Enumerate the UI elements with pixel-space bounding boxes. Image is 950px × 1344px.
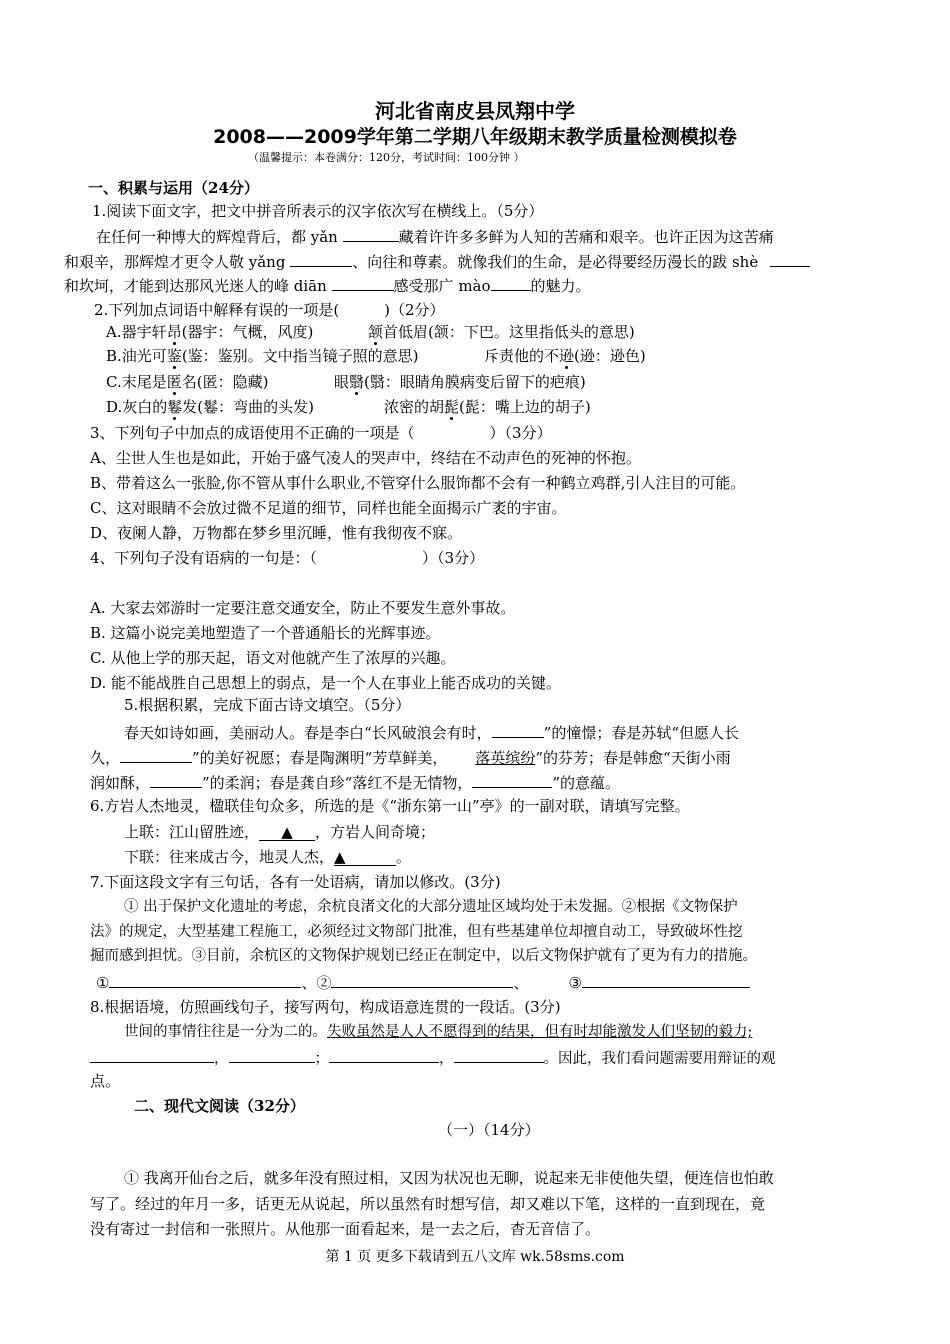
q8-blank-4[interactable] bbox=[454, 1047, 544, 1063]
q6-upper-couplet: 上联：江山留胜迹， ▲ ，方岩人间奇境； bbox=[124, 823, 436, 841]
blank-gongzizhen[interactable] bbox=[472, 772, 552, 788]
q2-option-a: A.器宇轩昂(器宇：气概，风度) bbox=[106, 323, 314, 341]
q5-line3: 润如酥， ”的柔润；春是龚自珍“落红不是无情物， ”的意蕴。 bbox=[90, 774, 621, 792]
q8-line3: 点。 bbox=[90, 1072, 121, 1090]
q4-option-a: A. 大家去郊游时一定要注意交通安全，防止不要发生意外事故。 bbox=[90, 599, 516, 617]
answer-blank-1[interactable] bbox=[109, 972, 301, 988]
q5-line1: 春天如诗如画，美丽动人。春是李白“长风破浪会有时， ”的憧憬；春是苏轼“但愿人长 bbox=[124, 724, 740, 742]
blank-lower[interactable] bbox=[334, 850, 396, 866]
exam-tip: （温馨提示：本卷满分：120分，考试时间：100分钟 ） bbox=[248, 151, 525, 164]
q2-option-a-2: 颔首低眉(颔：下巴。这里指低头的意思) bbox=[368, 323, 635, 341]
q8-blank-2[interactable] bbox=[229, 1047, 315, 1063]
q2-option-d: D.灰白的鬈发(鬈：弯曲的头发) bbox=[106, 398, 314, 416]
triangle-icon: ▲ bbox=[281, 823, 293, 841]
q7-answers: ① 、② 、 ③ bbox=[96, 972, 750, 993]
q8-line2: ， ； ， 。因此，我们看问题需要用辩证的观 bbox=[90, 1047, 776, 1069]
q7-line3: 掘而感到担忧。③目前，余杭区的文物保护规划已经正在制定中，以后文物保护就有了更为有力的措施。 bbox=[90, 948, 757, 964]
q3-option-a: A、尘世人生也是如此，开始于盛气凌人的哭声中，终结在不动声色的死神的怀抱。 bbox=[90, 449, 641, 467]
q6-lower-couplet: 下联：往来成古今，地灵人杰，▲ 。 bbox=[124, 848, 412, 866]
q5-line2: 久， ”的美好祝愿；春是陶渊明“芳草鲜美， 落英缤纷”的芬芳；春是韩愈“天街小雨 bbox=[90, 749, 731, 767]
page-footer: 第 1 页 更多下载请到五八文库 wk.58sms.com bbox=[325, 1249, 625, 1265]
q7-line2: 法》的规定，大型基建工程施工，必须经过文物部门批准，但有些基建单位却擅自动工，导致破坏性挖 bbox=[90, 924, 743, 940]
q2-option-d-2: 浓密的胡髭(髭：嘴上边的胡子) bbox=[384, 398, 591, 416]
answer-blank-2[interactable] bbox=[331, 972, 513, 988]
q2-stem: 2.下列加点词语中解释有误的一项是( )（2分） bbox=[94, 301, 445, 319]
q1-line2: 和艰辛，那辉煌才更令人敬 yǎng 、向往和尊素。就像我们的生命，是必得要经历漫长的跋 shè bbox=[64, 251, 810, 272]
q2-option-c-2: 眼翳(翳：眼睛角膜病变后留下的疤痕) bbox=[334, 373, 586, 391]
blank-upper[interactable] bbox=[259, 825, 315, 841]
q8-blank-1[interactable] bbox=[90, 1047, 214, 1063]
q4-option-d: D. 能不能战胜自己思想上的弱点，是一个人在事业上能否成功的关键。 bbox=[90, 674, 562, 692]
q1-line3: 和坎坷，才能到达那风光迷人的峰 diān 感受那广 mào 的魅力。 bbox=[64, 277, 591, 295]
blank-libai[interactable] bbox=[492, 722, 544, 738]
q7-line1: ① 出于保护文化遗址的考虑，余杭良渚文化的大部分遗址区域均处于未发掘。②根据《文物保护 bbox=[124, 899, 738, 915]
q5-stem: 5.根据积累，完成下面古诗文填空。（5分） bbox=[124, 696, 411, 714]
reading-para-line2: 写了。经过的年月一多，话更无从说起，所以虽然有时想写信，却又难以下笔，这样的一直到现在，竟 bbox=[90, 1195, 766, 1213]
reading-para-line3: 没有寄过一封信和一张照片。从他那一面看起来，是一去之后，杳无音信了。 bbox=[90, 1220, 601, 1238]
q3-stem: 3、下列句子中加点的成语使用不正确的一项是（ ）（3分） bbox=[90, 424, 552, 442]
q2-option-c: C.末尾是匿名(匿：隐藏) bbox=[106, 373, 269, 391]
blank-hanyu[interactable] bbox=[150, 772, 202, 788]
q2-option-b: B.油光可鉴(鉴：鉴别。文中指当镜子照的意思) bbox=[106, 347, 419, 365]
q4-stem: 4、下列句子没有语病的一句是：（ ）（3分） bbox=[90, 549, 485, 567]
q4-option-b: B. 这篇小说完美地塑造了一个普通船长的光辉事迹。 bbox=[90, 624, 441, 642]
reading-para-line1: ① 我离开仙台之后，就多年没有照过相，又因为状况也无聊，说起来无非使他失望，便连信也怕敢 bbox=[124, 1169, 774, 1187]
school-title: 河北省南皮县凤翔中学 bbox=[375, 99, 575, 123]
part2-heading: 二、现代文阅读（32分） bbox=[134, 1097, 305, 1115]
exam-title: 2008——2009学年第二学期八年级期末教学质量检测模拟卷 bbox=[213, 126, 737, 148]
q1-line1: 在任何一种博大的辉煌背后，都 yǎn 藏着许许多多鲜为人知的苦痛和艰辛。也许正因为这苦痛 bbox=[96, 228, 774, 246]
blank-mao[interactable] bbox=[491, 275, 531, 291]
blank-yan[interactable] bbox=[343, 226, 399, 242]
blank-yang[interactable] bbox=[290, 251, 352, 267]
answer-blank-3[interactable] bbox=[582, 972, 750, 988]
q3-option-c: C、这对眼睛不会放过微不足道的细节，同样也能全面揭示广袤的宇宙。 bbox=[90, 499, 567, 517]
q3-option-b: B、带着这么一张脸,你不管从事什么职业,不管穿什么服饰都不会有一种鹤立鸡群,引人注目的可能。 bbox=[90, 474, 746, 492]
q1-stem: 1.阅读下面文字，把文中拼音所表示的汉字依次写在横线上。（5分） bbox=[92, 202, 544, 220]
part2-subheading: （一）（14分） bbox=[438, 1121, 540, 1139]
q8-line1: 世间的事情往往是一分为二的。失败虽然是人人不愿得到的结果，但有时却能激发人们坚韧的毅力; bbox=[124, 1024, 753, 1040]
q3-option-d: D、夜阑人静，万物都在梦乡里沉睡，惟有我彻夜不寐。 bbox=[90, 524, 463, 542]
q8-stem: 8.根据语境，仿照画线句子，接写两句，构成语意连贯的一段话。(3分) bbox=[90, 998, 561, 1016]
q8-blank-3[interactable] bbox=[329, 1047, 439, 1063]
blank-dian[interactable] bbox=[332, 275, 394, 291]
blank-she[interactable] bbox=[770, 251, 810, 267]
q6-stem: 6.方岩人杰地灵，楹联佳句众多，所选的是《“浙东第一山”亭》的一副对联，请填写完整。 bbox=[90, 797, 690, 815]
q2-option-b-2: 斥责他的不逊(逊：逊色) bbox=[484, 347, 646, 365]
part1-heading: 一、积累与运用（24分） bbox=[88, 179, 259, 197]
q7-stem: 7.下面这段文字有三句话，各有一处语病，请加以修改。(3分) bbox=[90, 873, 501, 891]
blank-sushi[interactable] bbox=[120, 747, 192, 763]
triangle-icon: ▲ bbox=[334, 848, 346, 866]
q4-option-c: C. 从他上学的那天起，语文对他就产生了浓厚的兴趣。 bbox=[90, 649, 456, 667]
